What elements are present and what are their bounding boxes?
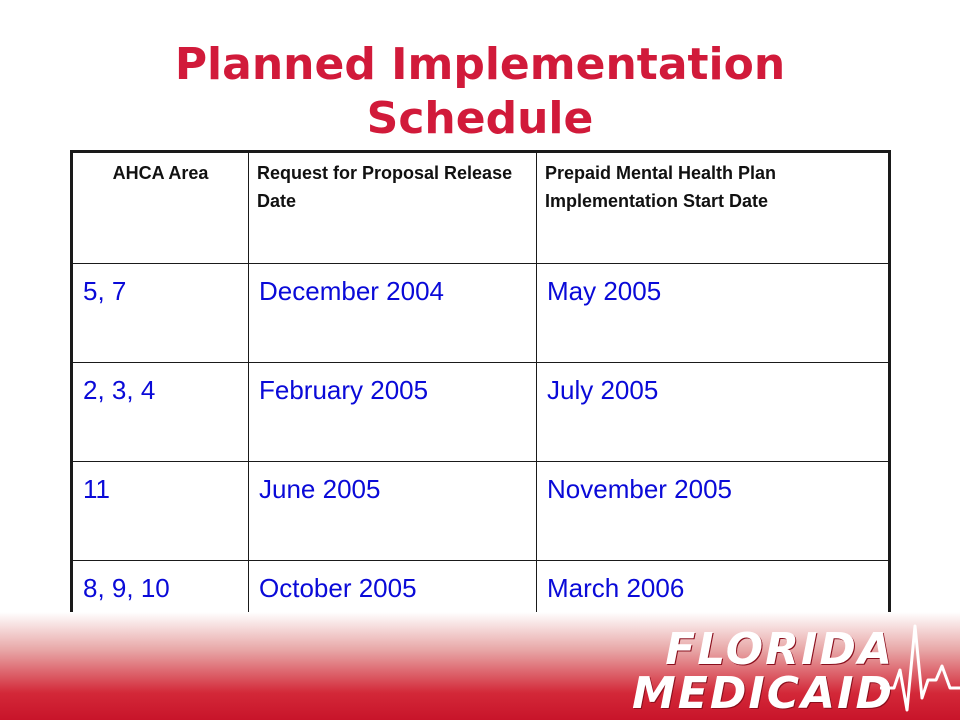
implementation-schedule-table bbox=[70, 150, 891, 662]
logo-line-medicaid: MEDICAID bbox=[632, 668, 894, 719]
header-ahca-area: AHCA Area bbox=[72, 152, 249, 264]
table-row bbox=[72, 264, 890, 363]
florida-medicaid-logo bbox=[632, 624, 894, 719]
cell-rfp-date: February 2005 bbox=[249, 363, 537, 462]
cell-area: 2, 3, 4 bbox=[72, 363, 249, 462]
slide-title-line-2: Schedule bbox=[366, 93, 594, 144]
cell-area: 11 bbox=[72, 462, 249, 561]
cell-area: 5, 7 bbox=[72, 264, 249, 363]
cell-start-date: November 2005 bbox=[537, 462, 890, 561]
table-header-row bbox=[72, 152, 890, 264]
cell-rfp-date: December 2004 bbox=[249, 264, 537, 363]
logo-line-florida: FLORIDA bbox=[665, 624, 894, 675]
cell-rfp-date: October 2005 bbox=[249, 561, 537, 661]
table-row bbox=[72, 462, 890, 561]
slide-title bbox=[0, 38, 960, 146]
header-rfp-release-date: Request for Proposal Release Date bbox=[249, 152, 537, 264]
cell-area: 8, 9, 10 bbox=[72, 561, 249, 661]
slide-title-line-1: Planned Implementation bbox=[174, 39, 786, 90]
heartbeat-pulse-icon bbox=[880, 618, 960, 718]
cell-rfp-date: June 2005 bbox=[249, 462, 537, 561]
cell-start-date: May 2005 bbox=[537, 264, 890, 363]
table-row bbox=[72, 363, 890, 462]
cell-start-date: July 2005 bbox=[537, 363, 890, 462]
header-plan-start-date: Prepaid Mental Health Plan Implementation Start Date bbox=[537, 152, 890, 264]
cell-start-date: March 2006 bbox=[537, 561, 890, 661]
